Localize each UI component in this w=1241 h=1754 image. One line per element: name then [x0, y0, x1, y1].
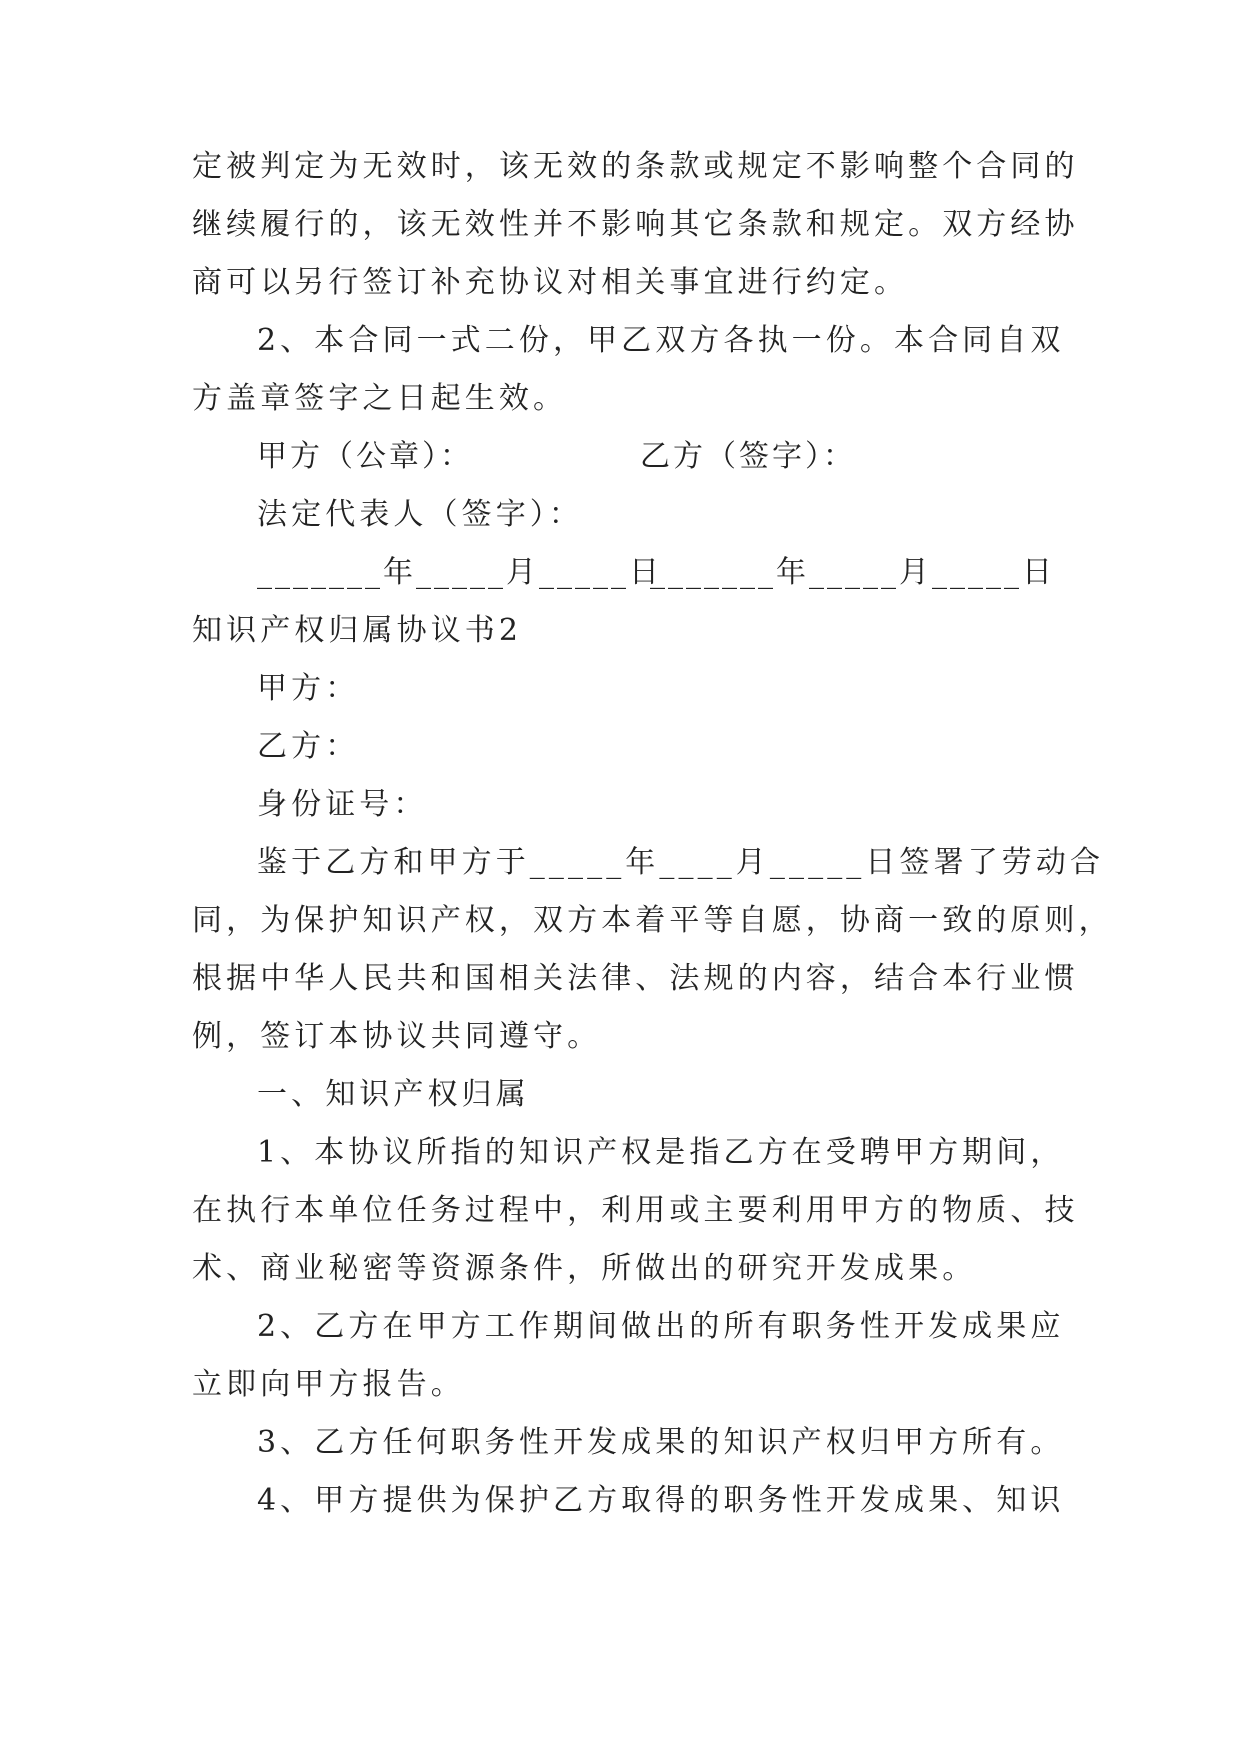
section-heading: 一、知识产权归属: [257, 1077, 530, 1112]
paragraph-line: 术、商业秘密等资源条件，所做出的研究开发成果。: [192, 1251, 977, 1286]
legal-representative-label: 法定代表人（签字）：: [257, 497, 583, 532]
paragraph-line: 在执行本单位任务过程中，利用或主要利用甲方的物质、技: [192, 1193, 1079, 1228]
id-number-label: 身份证号：: [257, 787, 428, 822]
paragraph-line: 立即向甲方报告。: [192, 1367, 465, 1402]
paragraph-line: 4、甲方提供为保护乙方取得的职务性开发成果、知识: [257, 1483, 1065, 1518]
paragraph-line: 鉴于乙方和甲方于_____年____月_____日签署了劳动合: [257, 845, 1105, 880]
paragraph-line: 同，为保护知识产权，双方本着平等自愿，协商一致的原则，: [192, 903, 1113, 938]
party-b-sign-label: 乙方（签字）：: [640, 439, 856, 474]
paragraph-line: 定被判定为无效时，该无效的条款或规定不影响整个合同的: [192, 149, 1079, 184]
paragraph-line: 继续履行的，该无效性并不影响其它条款和规定。双方经协: [192, 207, 1079, 242]
party-a-seal-label: 甲方（公章）：: [257, 439, 473, 474]
paragraph-line: 2、本合同一式二份，甲乙双方各执一份。本合同自双: [257, 323, 1065, 358]
paragraph-line: 3、乙方任何职务性开发成果的知识产权归甲方所有。: [257, 1425, 1065, 1460]
paragraph-line: 方盖章签字之日起生效。: [192, 381, 568, 416]
paragraph-line: 商可以另行签订补充协议对相关事宜进行约定。: [192, 265, 909, 300]
party-a-label: 甲方：: [257, 671, 360, 706]
date-blank-right: _______年_____月_____日: [650, 555, 1055, 590]
paragraph-line: 根据中华人民共和国相关法律、法规的内容，结合本行业惯: [192, 961, 1079, 996]
party-b-label: 乙方：: [257, 729, 360, 764]
paragraph-line: 2、乙方在甲方工作期间做出的所有职务性开发成果应: [257, 1309, 1065, 1344]
date-row: [0, 553, 1241, 593]
paragraph-line: 例，签订本协议共同遵守。: [192, 1019, 602, 1054]
document-title: 知识产权归属协议书2: [192, 613, 523, 648]
date-blank-left: _______年_____月_____日: [257, 555, 662, 590]
paragraph-line: 1、本协议所指的知识产权是指乙方在受聘甲方期间，: [257, 1135, 1065, 1170]
signature-row: [0, 437, 1241, 477]
